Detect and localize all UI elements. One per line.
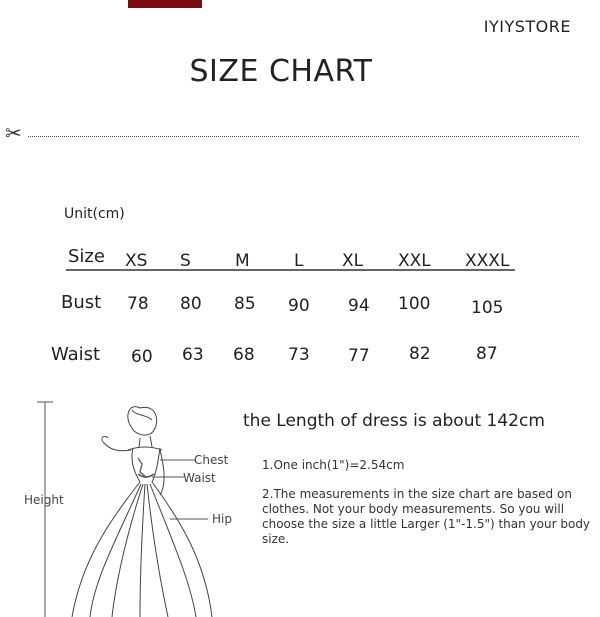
- waist-label: Waist: [183, 471, 216, 485]
- dotted-cut-line: [28, 136, 579, 137]
- table-cell: 80: [180, 294, 202, 314]
- table-cell: 87: [476, 344, 498, 364]
- store-name: IYIYSTORE: [483, 17, 571, 36]
- chest-label: Chest: [194, 453, 229, 467]
- size-col-xxxl: XXXL: [465, 251, 510, 271]
- table-cell: 105: [471, 298, 504, 318]
- table-cell: 63: [182, 345, 204, 365]
- table-cell: 78: [127, 294, 149, 314]
- table-cell: 77: [348, 346, 370, 366]
- table-cell: 94: [348, 296, 370, 316]
- top-color-strip: [128, 0, 202, 8]
- size-col-l: L: [294, 251, 304, 271]
- size-col-xl: XL: [342, 251, 364, 271]
- table-cell: 85: [234, 294, 256, 314]
- size-col-m: M: [235, 251, 250, 271]
- note-inch-conversion: 1.One inch(1")=2.54cm: [262, 458, 405, 472]
- table-header-underline: [66, 269, 515, 271]
- unit-label: Unit(cm): [64, 206, 125, 222]
- size-header-label: Size: [68, 246, 105, 267]
- row-label-bust: Bust: [61, 292, 102, 313]
- height-label: Height: [24, 493, 64, 507]
- size-col-s: S: [180, 251, 191, 271]
- note-measurement-advice: 2.The measurements in the size chart are based on clothes. Not your body measurements. So you will choose the size a little Larger (1"-1.5") than your body size.: [262, 487, 591, 546]
- size-col-xs: XS: [125, 251, 148, 271]
- page-title: SIZE CHART: [189, 54, 373, 89]
- scissors-icon: ✂: [5, 121, 22, 145]
- row-label-waist: Waist: [51, 344, 101, 365]
- table-cell: 90: [288, 296, 310, 316]
- size-col-xxl: XXL: [398, 251, 431, 271]
- table-cell: 100: [398, 294, 431, 314]
- hip-label: Hip: [212, 512, 232, 526]
- table-cell: 68: [233, 345, 255, 365]
- table-cell: 60: [131, 347, 153, 367]
- table-cell: 73: [288, 345, 310, 365]
- table-cell: 82: [409, 344, 431, 364]
- dress-length-text: the Length of dress is about 142cm: [243, 411, 545, 431]
